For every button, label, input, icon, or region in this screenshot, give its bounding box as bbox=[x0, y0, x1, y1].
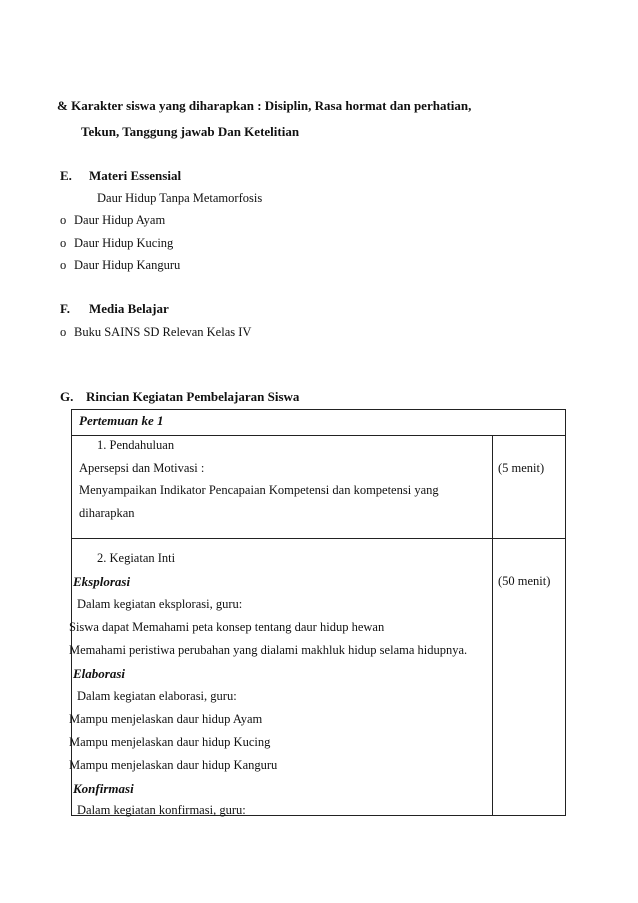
karakter-line-2: Tekun, Tanggung jawab Dan Ketelitian bbox=[81, 124, 300, 139]
konfirmasi-intro: Dalam kegiatan konfirmasi, guru: bbox=[77, 803, 246, 817]
list-item: Daur Hidup Kanguru bbox=[74, 258, 181, 272]
row2-time: (50 menit) bbox=[498, 574, 551, 588]
eksplorasi-intro: Dalam kegiatan eksplorasi, guru: bbox=[77, 597, 243, 611]
bullet: o bbox=[60, 325, 67, 339]
list-item: Daur Hidup Ayam bbox=[74, 213, 166, 227]
eksplorasi-item: Memahami peristiwa perubahan yang dialami makhluk hidup selama hidupnya. bbox=[69, 643, 468, 657]
section-g-title: Rincian Kegiatan Pembelajaran Siswa bbox=[86, 389, 300, 404]
row1-time: (5 menit) bbox=[498, 461, 545, 475]
row2-heading: 2. Kegiatan Inti bbox=[97, 551, 176, 565]
elaborasi-item: Mampu menjelaskan daur hidup Kucing bbox=[69, 735, 271, 749]
list-item: Buku SAINS SD Relevan Kelas IV bbox=[74, 325, 252, 339]
section-e-title: Materi Essensial bbox=[89, 168, 182, 183]
eksplorasi-item: Siswa dapat Memahami peta konsep tentang daur hidup hewan bbox=[69, 620, 385, 634]
table-column-divider bbox=[492, 435, 493, 815]
table-header: Pertemuan ke 1 bbox=[79, 413, 164, 428]
section-f-title: Media Belajar bbox=[89, 301, 169, 316]
konfirmasi-heading: Konfirmasi bbox=[73, 781, 134, 796]
section-e-letter: E. bbox=[60, 168, 72, 183]
row1-line: Menyampaikan Indikator Pencapaian Kompetensi dan kompetensi yang bbox=[79, 483, 439, 497]
section-f-letter: F. bbox=[60, 301, 70, 316]
eksplorasi-heading: Eksplorasi bbox=[73, 574, 131, 589]
karakter-line-1: & Karakter siswa yang diharapkan : Disiplin, Rasa hormat dan perhatian, bbox=[57, 98, 472, 113]
bullet: o bbox=[60, 213, 67, 227]
row1-line: diharapkan bbox=[79, 506, 135, 520]
elaborasi-item: Mampu menjelaskan daur hidup Ayam bbox=[69, 712, 263, 726]
bullet: o bbox=[60, 258, 67, 272]
elaborasi-item: Mampu menjelaskan daur hidup Kanguru bbox=[69, 758, 278, 772]
row1-heading: 1. Pendahuluan bbox=[97, 438, 175, 452]
section-e-subtitle: Daur Hidup Tanpa Metamorfosis bbox=[97, 191, 263, 205]
section-g-letter: G. bbox=[60, 389, 74, 404]
elaborasi-heading: Elaborasi bbox=[73, 666, 126, 681]
bullet: o bbox=[60, 236, 67, 250]
row1-line: Apersepsi dan Motivasi : bbox=[79, 461, 205, 475]
elaborasi-intro: Dalam kegiatan elaborasi, guru: bbox=[77, 689, 237, 703]
list-item: Daur Hidup Kucing bbox=[74, 236, 174, 250]
